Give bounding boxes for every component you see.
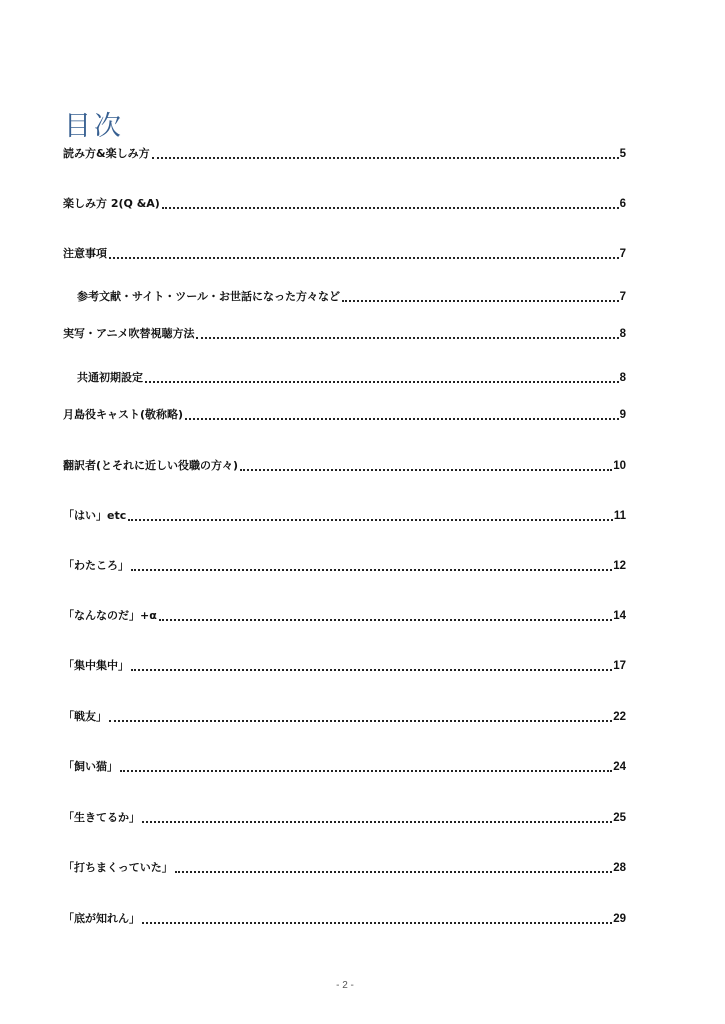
toc-page-number: 7 (619, 248, 626, 260)
toc-page-number: 17 (613, 660, 626, 672)
dot-leader (128, 507, 613, 521)
toc-page-number: 8 (619, 372, 626, 384)
toc-entry-label: 「打ちまくっていた」 (63, 861, 173, 874)
dot-leader (145, 369, 619, 383)
dot-leader (159, 607, 612, 621)
toc-entry[interactable] (63, 759, 626, 775)
toc-entry[interactable] (63, 326, 626, 342)
toc-page-number: 10 (613, 460, 626, 472)
toc-entry[interactable] (63, 508, 626, 524)
page-title: 目次 (64, 111, 124, 143)
toc-page-number: 8 (619, 328, 626, 340)
dot-leader (142, 809, 612, 823)
toc-page-number: 6 (619, 198, 626, 210)
toc-entry-label: 翻訳者(とそれに近しい役職の方々) (63, 459, 239, 472)
toc-entry[interactable] (63, 709, 626, 725)
dot-leader (240, 457, 612, 471)
toc-entry[interactable] (63, 911, 626, 927)
toc-entry[interactable] (63, 196, 626, 212)
dot-leader (131, 657, 612, 671)
toc-page-number: 22 (613, 711, 626, 723)
toc-page-number: 5 (619, 148, 626, 160)
toc-entry-label: 読み方&楽しみ方 (63, 147, 150, 160)
toc-entry-label: 「なんなのだ」+α (63, 609, 157, 622)
toc-entry[interactable] (63, 407, 626, 423)
dot-leader (109, 245, 619, 259)
toc-entry-label: 「生きてるか」 (63, 811, 140, 824)
toc-entry[interactable] (63, 860, 626, 876)
toc-entry-label: 「飼い猫」 (63, 760, 118, 773)
dot-leader (109, 708, 612, 722)
toc-page-number: 28 (613, 862, 626, 874)
toc-entry-label: 楽しみ方 2(Q &A) (63, 197, 160, 210)
toc-entry-label: 実写・アニメ吹替視聴方法 (63, 327, 195, 340)
toc-entry-label: 「底が知れん」 (63, 912, 140, 925)
dot-leader (175, 859, 612, 873)
toc-entry[interactable] (63, 458, 626, 474)
dot-leader (152, 145, 619, 159)
toc-page-number: 14 (613, 610, 626, 622)
toc-entry-label: 共通初期設定 (77, 371, 143, 384)
dot-leader (120, 758, 612, 772)
toc-page-number: 24 (613, 761, 626, 773)
toc-entry-label: 注意事項 (63, 247, 107, 260)
dot-leader (196, 325, 618, 339)
dot-leader (142, 910, 612, 924)
dot-leader (185, 406, 619, 420)
toc-subentry[interactable] (77, 289, 626, 305)
toc-entry[interactable] (63, 146, 626, 162)
toc-page-number: 9 (619, 409, 626, 421)
page-footer-number: - 2 - (336, 980, 354, 991)
toc-entry-label: 参考文献・サイト・ツール・お世話になった方々など (77, 290, 341, 303)
toc-entry-label: 「わたころ」 (63, 559, 129, 572)
toc-page-number: 11 (613, 510, 626, 522)
toc-page-number: 25 (613, 812, 626, 824)
toc-entry[interactable] (63, 810, 626, 826)
dot-leader (162, 195, 619, 209)
toc-subentry[interactable] (77, 370, 626, 386)
toc-page-number: 7 (619, 291, 626, 303)
toc-entry-label: 「集中集中」 (63, 659, 129, 672)
dot-leader (131, 557, 612, 571)
toc-page-number: 29 (613, 913, 626, 925)
toc-entry-label: 月島役キャスト(敬称略) (63, 408, 184, 421)
toc-entry-label: 「戦友」 (63, 710, 107, 723)
dot-leader (342, 288, 619, 302)
toc-entry[interactable] (63, 608, 626, 624)
toc-entry[interactable] (63, 246, 626, 262)
toc-entry-label: 「はい」etc (63, 509, 127, 522)
toc-entry[interactable] (63, 658, 626, 674)
toc-entry[interactable] (63, 558, 626, 574)
toc-page-number: 12 (613, 560, 626, 572)
